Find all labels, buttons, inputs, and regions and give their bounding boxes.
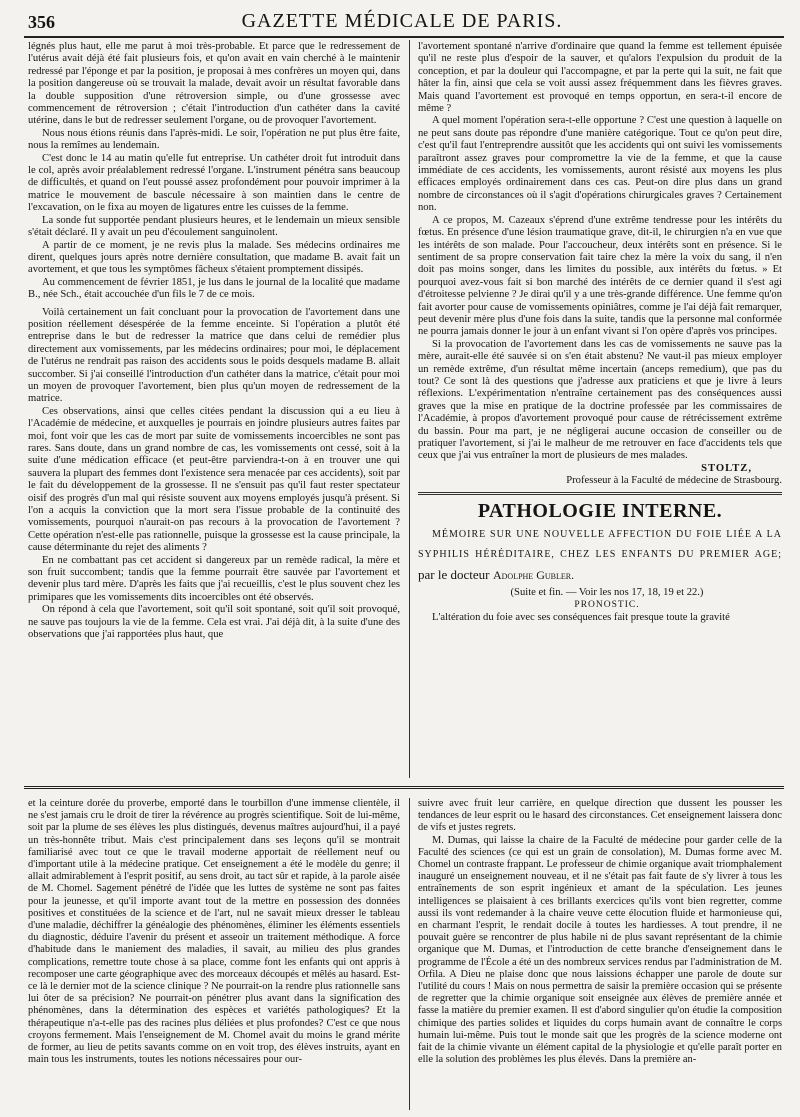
paragraph: suivre avec fruit leur carrière, en quelque direction que dussent les pousser les tendances de leur esprit ou le hasard des circonstances. Cet enseignement laissera donc de vifs et justes regrets.: [418, 798, 782, 834]
paragraph: A partir de ce moment, je ne revis plus la malade. Ses médecins ordinaires me dirent, quelques jours après notre dernière consultation, que madame B. avait fait un avortement, et que tous les symptômes fâcheux s'étaient promptement dissipés.: [28, 239, 400, 276]
signature-name: STOLTZ,: [701, 462, 752, 474]
subheading: PRONOSTIC.: [574, 600, 640, 611]
header-rule: [24, 36, 784, 38]
paragraph: En ne combattant pas cet accident si dangereux par un remède radical, la mère et son fruit succombent; tandis que la femme pourrait être sauvée par l'avortement et devenir plus tard mère. D'après les faits que j'ai recueillis, c'est le plus souvent chez les primipares que les vomissements dits incoercibles ont été observés.: [28, 554, 400, 603]
memoir-title-text: MÉMOIRE SUR UNE NOUVELLE AFFECTION DU FOIE LIÉE A LA SYPHILIS HÉRÉDITAIRE, CHEZ LES ENFANTS DU PREMIER AGE;: [418, 529, 782, 561]
author-prefix: par le docteur: [418, 567, 490, 583]
paragraph: Si la provocation de l'avortement dans les cas de vomissements ne sauve pas la mère, aurait-elle été sauvée si on s'en était abstenu? Ne vaut-il pas mieux employer un remède extrême, d'un résultat même incertain (anceps remedium), que pas du tout? Ce sont là des questions que j'adresse aux praticiens et que je livre à leurs réflexions. L'expérimentation n'entraîne certainement pas des conséquences aussi graves que la mise en pratique de la doctrine professée par les commissaires de l'Académie, à propos d'avortement provoqué pour cause de rétrécissement extrême du bassin. Pour ma part, je ne négligerai aucune occasion de conseiller ou de pratiquer l'avortement, si j'ai le malheur de me retrouver en face d'accidents tels que ceux que j'ai vus entraîner la mort de plusieurs de mes malades.: [418, 338, 782, 462]
paragraph: L'altération du foie avec ses conséquences fait presque toute la gravité: [432, 611, 730, 623]
page-number: 356: [28, 12, 55, 32]
paragraph: A ce propos, M. Cazeaux s'éprend d'une extrême tendresse pour les intérêts du fœtus. En présence d'une lésion traumatique grave, dit-il, le chirurgien n'a en vue que les intérêts de son malade. Pour l'accoucheur, deux intérêts sont en présence. Si le sentiment de sa propre conservation fait taire chez la mère la voix du sang, il n'en doit pas moins songer, dans les limites du possible, aux intérêts du fœtus. » Et pourquoi avez-vous fait si bon marché des intérêts de ce dernier quand il s'est agi d'étroitesse pelvienne ? Je dirai qu'il y a une très-grande différence. Une femme qu'on fait avorter pour cause de vomissements opiniâtres, comme je l'ai déjà fait remarquer, peut devenir mère plus d'une fois dans la suite, tandis que la personne mal conformée ne pourra jamais donner le jour à un enfant vivant si l'on opère d'après vos principes.: [418, 214, 782, 338]
paragraph: La sonde fut supportée pendant plusieurs heures, et le lendemain un mieux sensible s'était déclaré. Il y avait un peu d'écoulement sanguinolent.: [28, 214, 400, 239]
paragraph: M. Dumas, qui laisse la chaire de la Faculté de médecine pour garder celle de la Faculté des sciences (ce qui est un grain de consolation), M. Dumas forme avec M. Chomel un contraste frappant. Le professeur de chimie organique avait triomphalement inauguré un enseignement nouveau, et il ne s'était pas fait faute de s'y livrer à tous les entraînements de son esprit ingénieux et amant de la spéculation. Les jeunes intelligences se plaisaient à ces brillants exercices qu'ils vont bien regretter, comme aussi ils vont redemander à la chaire veuve cette élocution fluide et harmonieuse qui, en charmant l'esprit, le rendait docile à toutes les hardiesses. A tout prendre, il ne pouvait guère se rencontrer de plus habile ni de plus savant représentant de la chimie organique que M. Dumas, et l'introduction de cette branche d'enseignement dans le programme de l'École a été un des nombreux services rendus par l'administration de M. Orfila. A Dieu ne plaise donc que nous laissions échapper une parole de doute sur l'utilité du cours ! Mais on nous permettra de saisir la première occasion qui se présente de regretter que la chimie organique soit enseignée aux élèves de première année et fasse la matière du premier examen. Il est d'abord singulier qu'on étudie la composition chimique des parties solides et liquides du corps humain avant de connaître le corps humain lui-même. Puis tout le monde sait que les progrès de la science moderne ont fait de la chimie vivante un élément capital de la physiologie et qu'elle paraît porter en elle la solution des problèmes les plus élevés. Dans la première an-: [418, 834, 782, 1066]
paragraph: Au commencement de février 1851, je lus dans le journal de la localité que madame B., née Sch., était accouchée d'un fils le 7 de ce mois.: [28, 276, 400, 301]
paragraph: l'avortement spontané n'arrive d'ordinaire que quand la femme est tellement épuisée qu'il ne reste plus d'espoir de la sauver, et qu'alors l'expulsion du produit de la conception, et par la douleur qui l'accompagne, et par la perte qui la suit, ne fait que hâter la fin, ainsi que cela se voit aussi assez fréquemment dans les fièvres graves. Mais quand l'avortement est provoqué en temps opportun, en sera-t-il encore de même ?: [418, 41, 782, 115]
memoir-title: [418, 525, 782, 587]
paragraph: et la ceinture dorée du proverbe, emporté dans le tourbillon d'une immense clientèle, il ne s'est jamais cru le droit de tirer la révérence au progrès scientifique. Soit de lui-même, soit par la plume de ses élèves les plus distingués, devenus maîtres aujourd'hui, il a payé un très-honnête tribut. Mais c'est principalement dans ses leçons qu'il se montrait familiarisé avec tout ce que le travail moderne apportait de réellement neuf ou d'important utile à la médecine pratique. Cet enseignement a été le modèle du genre; il allait admirablement à l'esprit positif, au sens droit, au tact sûr et rapide, à la parole aisée de M. Chomel. Sagement pénétré de l'idée que les luttes de système ne sont pas faites pour la jeunesse, et qu'il importe avant tout de la mettre en possession des données positives et constituées de la science et de l'art, nul ne savait mieux dresser le tableau d'une maladie, déchiffrer la généalogie des phénomènes, éliminer les éléments essentiels du diagnostic, déduire l'avenir du présent et asseoir un traitement méthodique. A force d'habitude dans le maniement des maladies, il savait, au milieu des plus grandes complications, remettre toute chose à sa place, comme font les enfants qui ont appris à recomposer une carte géographique avec des morceaux découpés et mêlés au hasard. Est-ce là le dernier mot de la science clinique ? Ne pourrait-on la rendre plus rationnelle sans lui ôter de sa précision? Ne pourrait-on pénétrer plus avant dans la signification des phénomènes, dans la détermination des espèces et variétés pathologiques? Et la thérapeutique n'a-t-elle pas des racines plus déliées et plus profondes? C'est ce que nous croyons fermement. Mais l'enseignement de M. Chomel avait du moins le grand mérite de former, au lieu de petits savants comme on en voit trop, des élèves instruits, ayant en main tous les instruments, toutes les notions nécessaires pour our-: [28, 798, 400, 1066]
paragraph: Voilà certainement un fait concluant pour la provocation de l'avortement dans une position réellement désespérée de la femme enceinte. Si l'opération a plutôt été entreprise dans le but de redresser la matrice que dans celui de remédier plus directement aux vomissements, par les médecins ordinaires; pour moi, le déplacement de l'utérus ne rendrait pas raison des accidents sous le poids desquels madame B. allait succomber. Si j'ai conseillé l'introduction d'un cathéter dans la matrice, c'était pour moi un moyen de provoquer l'avortement, bien plus qu'un moyen de redressement de la matrice.: [28, 306, 400, 405]
feuilleton-right-column: [418, 798, 782, 1112]
paragraph: légnés plus haut, elle me parut à moi très-probable. Et parce que le redressement de l'utérus avait déjà été fait plusieurs fois, et qu'on avait en vain cherché à le maintenir redressé par l'éponge et par la position, je proposai à mes confrères un moyen qui, dans la position dangereuse où se trouvait la malade, devait avoir un résultat favorable dans la double supposition d'une rétroversion simple, ou d'une grossesse avec commencement de rétroversion ; c'était l'introduction d'un cathéter dans la cavité utérine, dans le but de redresser seulement l'organe, ou de provoquer l'avortement.: [28, 41, 400, 127]
left-column: [28, 41, 400, 776]
paragraph: C'est donc le 14 au matin qu'elle fut entreprise. Un cathéter droit fut introduit dans le col, après avoir préalablement redressé l'organe. L'instrument pénétra sans beaucoup de difficultés, et quand on l'eut poussé assez profondément pour pouvoir imprimer à la matrice le mouvement de bascule nécessaire à son maintien dans le centre de l'excavation, on le fixa au moyen de ligatures entre les cuisses de la femme.: [28, 152, 400, 214]
signature-affiliation: Professeur à la Faculté de médecine de Strasbourg.: [566, 475, 782, 487]
paragraph: Nous nous étions réunis dans l'après-midi. Le soir, l'opération ne put plus être faite, nous la remîmes au lendemain.: [28, 127, 400, 152]
paragraph: A quel moment l'opération sera-t-elle opportune ? C'est une question à laquelle on ne peut sans doute pas répondre d'une manière catégorique. Tout ce qu'on peut dire, c'est qu'il faut l'entreprendre aussitôt que les accidents qui ont suivi les vomissements paraîtront assez graves pour compromettre la vie de la femme, et que la cause immédiate de ces accidents, les vomissements, auront résisté aux moyens les plus efficaces employés ordinairement dans ces cas. Peut-on dire plus dans un grand nombre de circonstances où il s'agit d'opérations chirurgicales graves ? Certainement non.: [418, 115, 782, 214]
section-heading: PATHOLOGIE INTERNE.: [477, 499, 723, 522]
paragraph: On répond à cela que l'avortement, soit qu'il soit spontané, soit qu'il soit provoqué, ne sauve pas toujours la vie de la femme. Cela est vrai. J'ai déjà dit, à la suite d'une des observations que j'ai rapportées plus haut, que: [28, 604, 400, 641]
feuilleton-rule: [24, 786, 784, 789]
feuilleton-divider: [409, 798, 410, 1110]
author-name: Adolphe Gubler.: [492, 568, 575, 583]
section-rule: [418, 492, 782, 495]
feuilleton-left-column: [28, 798, 400, 1112]
paragraph: Ces observations, ainsi que celles citées pendant la discussion qui a eu lieu à l'Académie de médecine, et auxquelles je pourrais en joindre plusieurs autres faites par moi, font voir que les cas de mort par suite de vomissements incoercibles ne sont pas rares. Sans doute, dans un grand nombre de cas, les vomissements ont cessé, soit à la suite d'une médication efficace (et peut-être parviendra-t-on à en trouver une qui sauvera la plupart des femmes dont l'existence sera menacée par ces accidents), soit par le fait du développement de la grossesse. Il ne s'ensuit pas qu'il faut rester spectateur oisif des progrès d'un mal qui résiste souvent aux moyens employés jusqu'à présent. Si l'on a acquis la conviction que la mort sera l'issue probable de la continuité des vomissements, pourquoi n'aurait-on pas recours à la provocation de l'avortement ? Cette opération n'est-elle pas rationnelle, puisque la grossesse est la cause principale, la cause déterminante du rejet des aliments ?: [28, 405, 400, 554]
right-column: [418, 41, 782, 778]
column-divider: [409, 40, 410, 778]
continuation-note: (Suite et fin. — Voir les nos 17, 18, 19 et 22.): [510, 587, 704, 599]
journal-title: GAZETTE MÉDICALE DE PARIS.: [241, 10, 563, 32]
page-header: [24, 8, 780, 36]
